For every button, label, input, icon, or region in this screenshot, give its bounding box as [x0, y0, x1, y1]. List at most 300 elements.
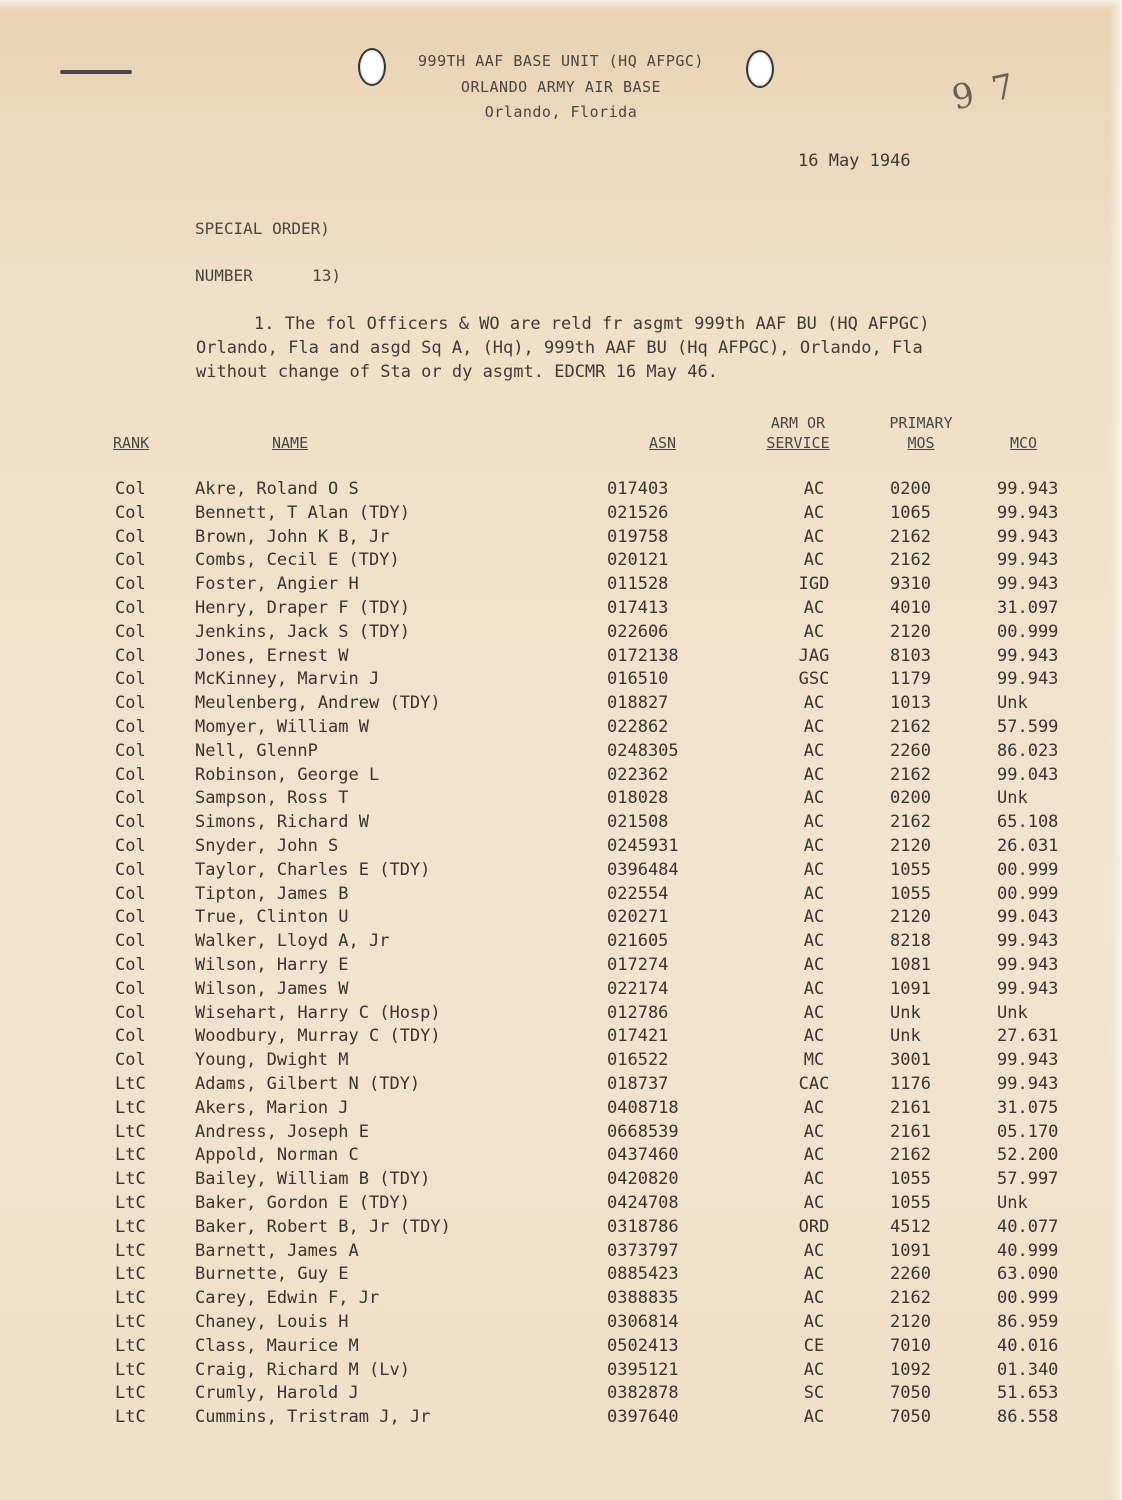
mos-cell: 2162: [890, 812, 931, 833]
name-cell: Simons, Richard W: [195, 812, 369, 833]
rank-cell: LtC: [115, 1240, 146, 1261]
mos-cell: 2162: [890, 764, 931, 785]
asn-cell: 0248305: [607, 740, 679, 761]
mco-cell: 40.077: [997, 1216, 1059, 1237]
name-cell: Baker, Robert B, Jr (TDY): [195, 1216, 451, 1237]
rank-cell: LtC: [115, 1145, 146, 1166]
asn-cell: 012786: [607, 1002, 669, 1023]
asn-cell: 0502413: [607, 1335, 679, 1356]
name-cell: True, Clinton U: [195, 907, 349, 928]
asn-cell: 016510: [607, 669, 669, 690]
table-row: [0, 1241, 1122, 1265]
mos-cell: Unk: [890, 1002, 921, 1023]
mos-cell: 4512: [890, 1216, 931, 1237]
header-name: NAME: [272, 434, 309, 452]
name-cell: Sampson, Ross T: [195, 788, 349, 809]
mos-cell: 2120: [890, 621, 931, 642]
rank-cell: LtC: [115, 1074, 146, 1094]
arm-service-cell: AC: [803, 598, 825, 618]
rank-cell: Col: [115, 812, 146, 833]
mos-cell: 7050: [890, 1407, 931, 1428]
mos-cell: 1055: [890, 883, 931, 904]
arm-service-cell: IGD: [798, 574, 830, 595]
mco-cell: 99.943: [997, 550, 1059, 571]
table-row: [0, 1122, 1122, 1146]
name-cell: Meulenberg, Andrew (TDY): [195, 693, 441, 714]
table-row: [0, 1264, 1122, 1288]
name-cell: Wilson, Harry E: [195, 955, 349, 975]
mos-cell: 1091: [890, 1240, 931, 1261]
table-row: [0, 765, 1122, 789]
rank-cell: LtC: [115, 1288, 146, 1309]
arm-service-cell: AC: [803, 621, 825, 642]
name-cell: Jones, Ernest W: [195, 645, 349, 666]
mco-cell: 40.016: [997, 1335, 1059, 1356]
arm-service-cell: GSC: [798, 669, 830, 690]
asn-cell: 0318786: [607, 1216, 679, 1237]
arm-service-cell: AC: [803, 693, 825, 714]
mos-cell: 2120: [890, 907, 931, 928]
table-row: [0, 1407, 1122, 1431]
mco-cell: 99.043: [997, 764, 1059, 785]
name-cell: Foster, Angier H: [195, 574, 359, 595]
mco-cell: 00.999: [997, 621, 1059, 642]
rank-cell: Col: [115, 955, 146, 975]
arm-service-cell: AC: [803, 526, 825, 547]
arm-service-cell: AC: [803, 1145, 825, 1166]
table-row: [0, 741, 1122, 765]
rank-cell: Col: [115, 717, 146, 737]
mos-cell: 0200: [890, 788, 931, 809]
arm-service-cell: AC: [803, 859, 825, 880]
rank-cell: LtC: [115, 1359, 146, 1380]
name-cell: Crumly, Harold J: [195, 1383, 359, 1404]
rank-cell: Col: [115, 907, 146, 928]
rank-cell: Col: [115, 526, 146, 547]
arm-service-cell: AC: [803, 1312, 825, 1332]
rank-cell: Col: [115, 883, 146, 904]
name-cell: Burnette, Guy E: [195, 1264, 349, 1285]
asn-cell: 017421: [607, 1026, 669, 1047]
mco-cell: 00.999: [997, 859, 1059, 880]
name-cell: Andress, Joseph E: [195, 1121, 369, 1142]
arm-service-cell: AC: [803, 1169, 825, 1190]
arm-service-cell: ORD: [798, 1216, 830, 1237]
mos-cell: 0200: [890, 479, 931, 499]
mco-cell: Unk: [997, 788, 1028, 809]
mco-cell: 65.108: [997, 812, 1059, 833]
table-row: [0, 788, 1122, 812]
name-cell: Jenkins, Jack S (TDY): [195, 621, 410, 642]
asn-cell: 0397640: [607, 1407, 679, 1428]
mco-cell: 99.943: [997, 645, 1059, 666]
asn-cell: 020271: [607, 907, 669, 928]
name-cell: Henry, Draper F (TDY): [195, 598, 410, 618]
rank-cell: Col: [115, 621, 146, 642]
rank-cell: Col: [115, 931, 146, 952]
arm-service-cell: MC: [803, 1050, 825, 1071]
arm-service-cell: AC: [803, 1193, 825, 1213]
name-cell: Akre, Roland O S: [195, 479, 359, 499]
arm-service-cell: AC: [803, 1288, 825, 1309]
rank-cell: LtC: [115, 1312, 146, 1332]
table-row: [0, 527, 1122, 551]
table-row: [0, 669, 1122, 693]
header-unit: 999TH AAF BASE UNIT (HQ AFPGC): [418, 52, 704, 70]
asn-cell: 0388835: [607, 1288, 679, 1309]
arm-service-cell: AC: [803, 479, 825, 499]
paragraph-line: without change of Sta or dy asgmt. EDCMR 16 May 46.: [196, 362, 718, 382]
name-cell: Cummins, Tristram J, Jr: [195, 1407, 431, 1428]
arm-service-cell: AC: [803, 1002, 825, 1023]
mos-cell: 1176: [890, 1074, 931, 1094]
mos-cell: 7050: [890, 1383, 931, 1404]
asn-cell: 021605: [607, 931, 669, 952]
order-number-label: NUMBER: [195, 266, 253, 285]
rank-cell: Col: [115, 859, 146, 880]
name-cell: Combs, Cecil E (TDY): [195, 550, 400, 571]
name-cell: Taylor, Charles E (TDY): [195, 859, 431, 880]
paragraph-line: 1. The fol Officers & WO are reld fr asgmt 999th AAF BU (HQ AFPGC): [254, 314, 930, 334]
paper-edge-top: [0, 0, 1122, 10]
asn-cell: 017274: [607, 955, 669, 975]
name-cell: Young, Dwight M: [195, 1050, 349, 1071]
table-row: [0, 1003, 1122, 1027]
mos-cell: 7010: [890, 1335, 931, 1356]
mco-cell: 99.943: [997, 1050, 1059, 1071]
arm-service-cell: AC: [803, 836, 825, 856]
mos-cell: 1013: [890, 693, 931, 714]
table-row: [0, 693, 1122, 717]
name-cell: Appold, Norman C: [195, 1145, 359, 1166]
mco-cell: 99.943: [997, 1074, 1059, 1094]
name-cell: Nell, GlennP: [195, 740, 318, 761]
arm-service-cell: AC: [803, 1264, 825, 1285]
mos-cell: 3001: [890, 1050, 931, 1071]
arm-service-cell: CE: [803, 1335, 825, 1356]
mco-cell: 00.999: [997, 1288, 1059, 1309]
mco-cell: 26.031: [997, 836, 1059, 856]
name-cell: Wisehart, Harry C (Hosp): [195, 1002, 441, 1023]
name-cell: Baker, Gordon E (TDY): [195, 1193, 410, 1213]
name-cell: Bailey, William B (TDY): [195, 1169, 431, 1190]
arm-service-cell: AC: [803, 931, 825, 952]
header-rank: RANK: [113, 434, 150, 452]
mco-cell: 01.340: [997, 1359, 1059, 1380]
table-row: [0, 503, 1122, 527]
arm-service-cell: AC: [803, 883, 825, 904]
table-row: [0, 836, 1122, 860]
mos-cell: 1065: [890, 502, 931, 523]
name-cell: McKinney, Marvin J: [195, 669, 380, 690]
table-row: [0, 955, 1122, 979]
rank-cell: Col: [115, 1026, 146, 1047]
mco-cell: 57.997: [997, 1169, 1059, 1190]
rank-cell: Col: [115, 740, 146, 761]
asn-cell: 018737: [607, 1074, 669, 1094]
asn-cell: 021526: [607, 502, 669, 523]
handwritten-page-mark: 9 7: [948, 65, 1022, 119]
asn-cell: 0382878: [607, 1383, 679, 1404]
mco-cell: Unk: [997, 1193, 1028, 1213]
mco-cell: 57.599: [997, 717, 1059, 737]
table-row: [0, 1193, 1122, 1217]
name-cell: Robinson, George L: [195, 764, 380, 785]
rank-cell: LtC: [115, 1264, 146, 1285]
table-row: [0, 1026, 1122, 1050]
arm-service-cell: AC: [803, 1359, 825, 1380]
table-row: [0, 1288, 1122, 1312]
mos-cell: 2162: [890, 1145, 931, 1166]
mos-cell: 2162: [890, 1288, 931, 1309]
mco-cell: 99.943: [997, 955, 1059, 975]
asn-cell: 0373797: [607, 1240, 679, 1261]
rank-cell: LtC: [115, 1121, 146, 1142]
table-row: [0, 1098, 1122, 1122]
arm-service-cell: AC: [803, 978, 825, 999]
pencil-mark: [60, 70, 132, 74]
rank-cell: Col: [115, 693, 146, 714]
name-cell: Chaney, Louis H: [195, 1312, 349, 1332]
name-cell: Walker, Lloyd A, Jr: [195, 931, 390, 952]
header-base: ORLANDO ARMY AIR BASE: [460, 78, 662, 96]
mco-cell: 40.999: [997, 1240, 1059, 1261]
name-cell: Woodbury, Murray C (TDY): [195, 1026, 441, 1047]
table-row: [0, 884, 1122, 908]
rank-cell: LtC: [115, 1407, 146, 1428]
rank-cell: Col: [115, 669, 146, 690]
asn-cell: 0395121: [607, 1359, 679, 1380]
name-cell: Bennett, T Alan (TDY): [195, 502, 410, 523]
arm-service-cell: AC: [803, 1097, 825, 1118]
arm-service-cell: AC: [803, 502, 825, 523]
rank-cell: Col: [115, 502, 146, 523]
asn-cell: 0420820: [607, 1169, 679, 1190]
table-row: [0, 646, 1122, 670]
table-row: [0, 931, 1122, 955]
rank-cell: Col: [115, 479, 146, 499]
table-row: [0, 598, 1122, 622]
name-cell: Momyer, William W: [195, 717, 369, 737]
asn-cell: 020121: [607, 550, 669, 571]
name-cell: Brown, John K B, Jr: [195, 526, 390, 547]
mco-cell: 63.090: [997, 1264, 1059, 1285]
name-cell: Barnett, James A: [195, 1240, 359, 1261]
mco-cell: 31.097: [997, 598, 1059, 618]
asn-cell: 021508: [607, 812, 669, 833]
rank-cell: Col: [115, 1050, 146, 1071]
asn-cell: 0437460: [607, 1145, 679, 1166]
table-row: [0, 979, 1122, 1003]
rank-cell: Col: [115, 764, 146, 785]
rank-cell: LtC: [115, 1216, 146, 1237]
mco-cell: 99.943: [997, 502, 1059, 523]
table-row: [0, 1360, 1122, 1384]
mco-cell: 86.023: [997, 740, 1059, 761]
table-row: [0, 479, 1122, 503]
arm-service-cell: AC: [803, 764, 825, 785]
mco-cell: 86.959: [997, 1312, 1059, 1332]
rank-cell: Col: [115, 574, 146, 595]
paragraph-line: Orlando, Fla and asgd Sq A, (Hq), 999th AAF BU (Hq AFPGC), Orlando, Fla: [196, 338, 923, 358]
mos-cell: 1092: [890, 1359, 931, 1380]
rank-cell: Col: [115, 1002, 146, 1023]
mos-cell: 1055: [890, 1193, 931, 1213]
header-asn: ASN: [649, 434, 677, 452]
header-arm-service: ARM OR SERVICE: [766, 414, 830, 452]
arm-service-cell: AC: [803, 907, 825, 928]
mco-cell: 99.943: [997, 526, 1059, 547]
rank-cell: LtC: [115, 1097, 146, 1118]
header-location: Orlando, Florida: [484, 103, 638, 121]
mos-cell: 8103: [890, 645, 931, 666]
special-order-label: SPECIAL ORDER): [195, 219, 330, 238]
arm-service-cell: AC: [803, 812, 825, 833]
arm-service-cell: AC: [803, 740, 825, 761]
arm-service-cell: AC: [803, 788, 825, 809]
arm-service-cell: AC: [803, 1026, 825, 1047]
mos-cell: 1055: [890, 1169, 931, 1190]
mco-cell: 00.999: [997, 883, 1059, 904]
table-row: [0, 1383, 1122, 1407]
mco-cell: Unk: [997, 693, 1028, 714]
arm-service-cell: CAC: [798, 1074, 830, 1094]
rank-cell: Col: [115, 645, 146, 666]
arm-service-cell: SC: [803, 1383, 825, 1404]
mos-cell: 2162: [890, 717, 931, 737]
name-cell: Class, Maurice M: [195, 1335, 359, 1356]
table-row: [0, 1312, 1122, 1336]
mco-cell: Unk: [997, 1002, 1028, 1023]
rank-cell: LtC: [115, 1383, 146, 1404]
asn-cell: 0424708: [607, 1193, 679, 1213]
table-row: [0, 717, 1122, 741]
asn-cell: 0885423: [607, 1264, 679, 1285]
asn-cell: 022862: [607, 717, 669, 737]
mos-cell: 2260: [890, 1264, 931, 1285]
asn-cell: 017403: [607, 479, 669, 499]
table-row: [0, 1050, 1122, 1074]
asn-cell: 016522: [607, 1050, 669, 1071]
table-row: [0, 550, 1122, 574]
rank-cell: Col: [115, 788, 146, 809]
name-cell: Tipton, James B: [195, 883, 349, 904]
order-date: 16 May 1946: [798, 151, 911, 171]
table-row: [0, 1145, 1122, 1169]
table-row: [0, 1169, 1122, 1193]
mco-cell: 86.558: [997, 1407, 1059, 1428]
rank-cell: Col: [115, 978, 146, 999]
mos-cell: 2120: [890, 836, 931, 856]
name-cell: Carey, Edwin F, Jr: [195, 1288, 380, 1309]
mos-cell: 2260: [890, 740, 931, 761]
mos-cell: 2162: [890, 550, 931, 571]
rank-cell: LtC: [115, 1169, 146, 1190]
asn-cell: 0408718: [607, 1097, 679, 1118]
table-row: [0, 1336, 1122, 1360]
asn-cell: 018827: [607, 693, 669, 714]
mco-cell: 99.943: [997, 669, 1059, 690]
mos-cell: 2161: [890, 1097, 931, 1118]
asn-cell: 0306814: [607, 1312, 679, 1332]
mos-cell: 2120: [890, 1312, 931, 1332]
table-row: [0, 860, 1122, 884]
rank-cell: Col: [115, 550, 146, 571]
table-row: [0, 907, 1122, 931]
mco-cell: 99.943: [997, 479, 1059, 499]
asn-cell: 022362: [607, 764, 669, 785]
arm-service-cell: AC: [803, 1407, 825, 1428]
mos-cell: 4010: [890, 598, 931, 618]
mos-cell: 1179: [890, 669, 931, 690]
asn-cell: 0396484: [607, 859, 679, 880]
asn-cell: 018028: [607, 788, 669, 809]
arm-service-cell: JAG: [798, 645, 830, 666]
mco-cell: 31.075: [997, 1097, 1059, 1118]
mco-cell: 51.653: [997, 1383, 1059, 1404]
rank-cell: Col: [115, 598, 146, 618]
asn-cell: 022174: [607, 978, 669, 999]
asn-cell: 0668539: [607, 1121, 679, 1142]
name-cell: Adams, Gilbert N (TDY): [195, 1074, 421, 1094]
arm-service-cell: AC: [803, 717, 825, 737]
mos-cell: 1055: [890, 859, 931, 880]
arm-service-cell: AC: [803, 955, 825, 975]
mos-cell: 2161: [890, 1121, 931, 1142]
mos-cell: 9310: [890, 574, 931, 595]
asn-cell: 0172138: [607, 645, 679, 666]
mos-cell: 8218: [890, 931, 931, 952]
rank-cell: LtC: [115, 1193, 146, 1213]
mco-cell: 99.943: [997, 574, 1059, 595]
arm-service-cell: AC: [803, 1240, 825, 1261]
rank-cell: Col: [115, 836, 146, 856]
name-cell: Akers, Marion J: [195, 1097, 349, 1118]
header-mco: MCO: [1010, 434, 1038, 452]
name-cell: Wilson, James W: [195, 978, 349, 999]
mos-cell: 2162: [890, 526, 931, 547]
asn-cell: 017413: [607, 598, 669, 618]
asn-cell: 011528: [607, 574, 669, 595]
table-row: [0, 622, 1122, 646]
table-row: [0, 812, 1122, 836]
table-row: [0, 574, 1122, 598]
mos-cell: Unk: [890, 1026, 921, 1047]
mos-cell: 1091: [890, 978, 931, 999]
table-row: [0, 1217, 1122, 1241]
table-row: [0, 1074, 1122, 1098]
asn-cell: 022554: [607, 883, 669, 904]
order-paragraph: [196, 312, 1076, 384]
mos-cell: 1081: [890, 955, 931, 975]
asn-cell: 022606: [607, 621, 669, 642]
name-cell: Craig, Richard M (Lv): [195, 1359, 410, 1380]
order-number-value: 13): [312, 266, 341, 285]
header-primary-mos: PRIMARY MOS: [889, 414, 953, 452]
mco-cell: 27.631: [997, 1026, 1059, 1047]
asn-cell: 0245931: [607, 836, 679, 856]
mco-cell: 99.943: [997, 978, 1059, 999]
arm-service-cell: AC: [803, 550, 825, 571]
mco-cell: 05.170: [997, 1121, 1059, 1142]
mco-cell: 99.043: [997, 907, 1059, 928]
rank-cell: LtC: [115, 1335, 146, 1356]
asn-cell: 019758: [607, 526, 669, 547]
mco-cell: 99.943: [997, 931, 1059, 952]
name-cell: Snyder, John S: [195, 836, 339, 856]
arm-service-cell: AC: [803, 1121, 825, 1142]
mco-cell: 52.200: [997, 1145, 1059, 1166]
